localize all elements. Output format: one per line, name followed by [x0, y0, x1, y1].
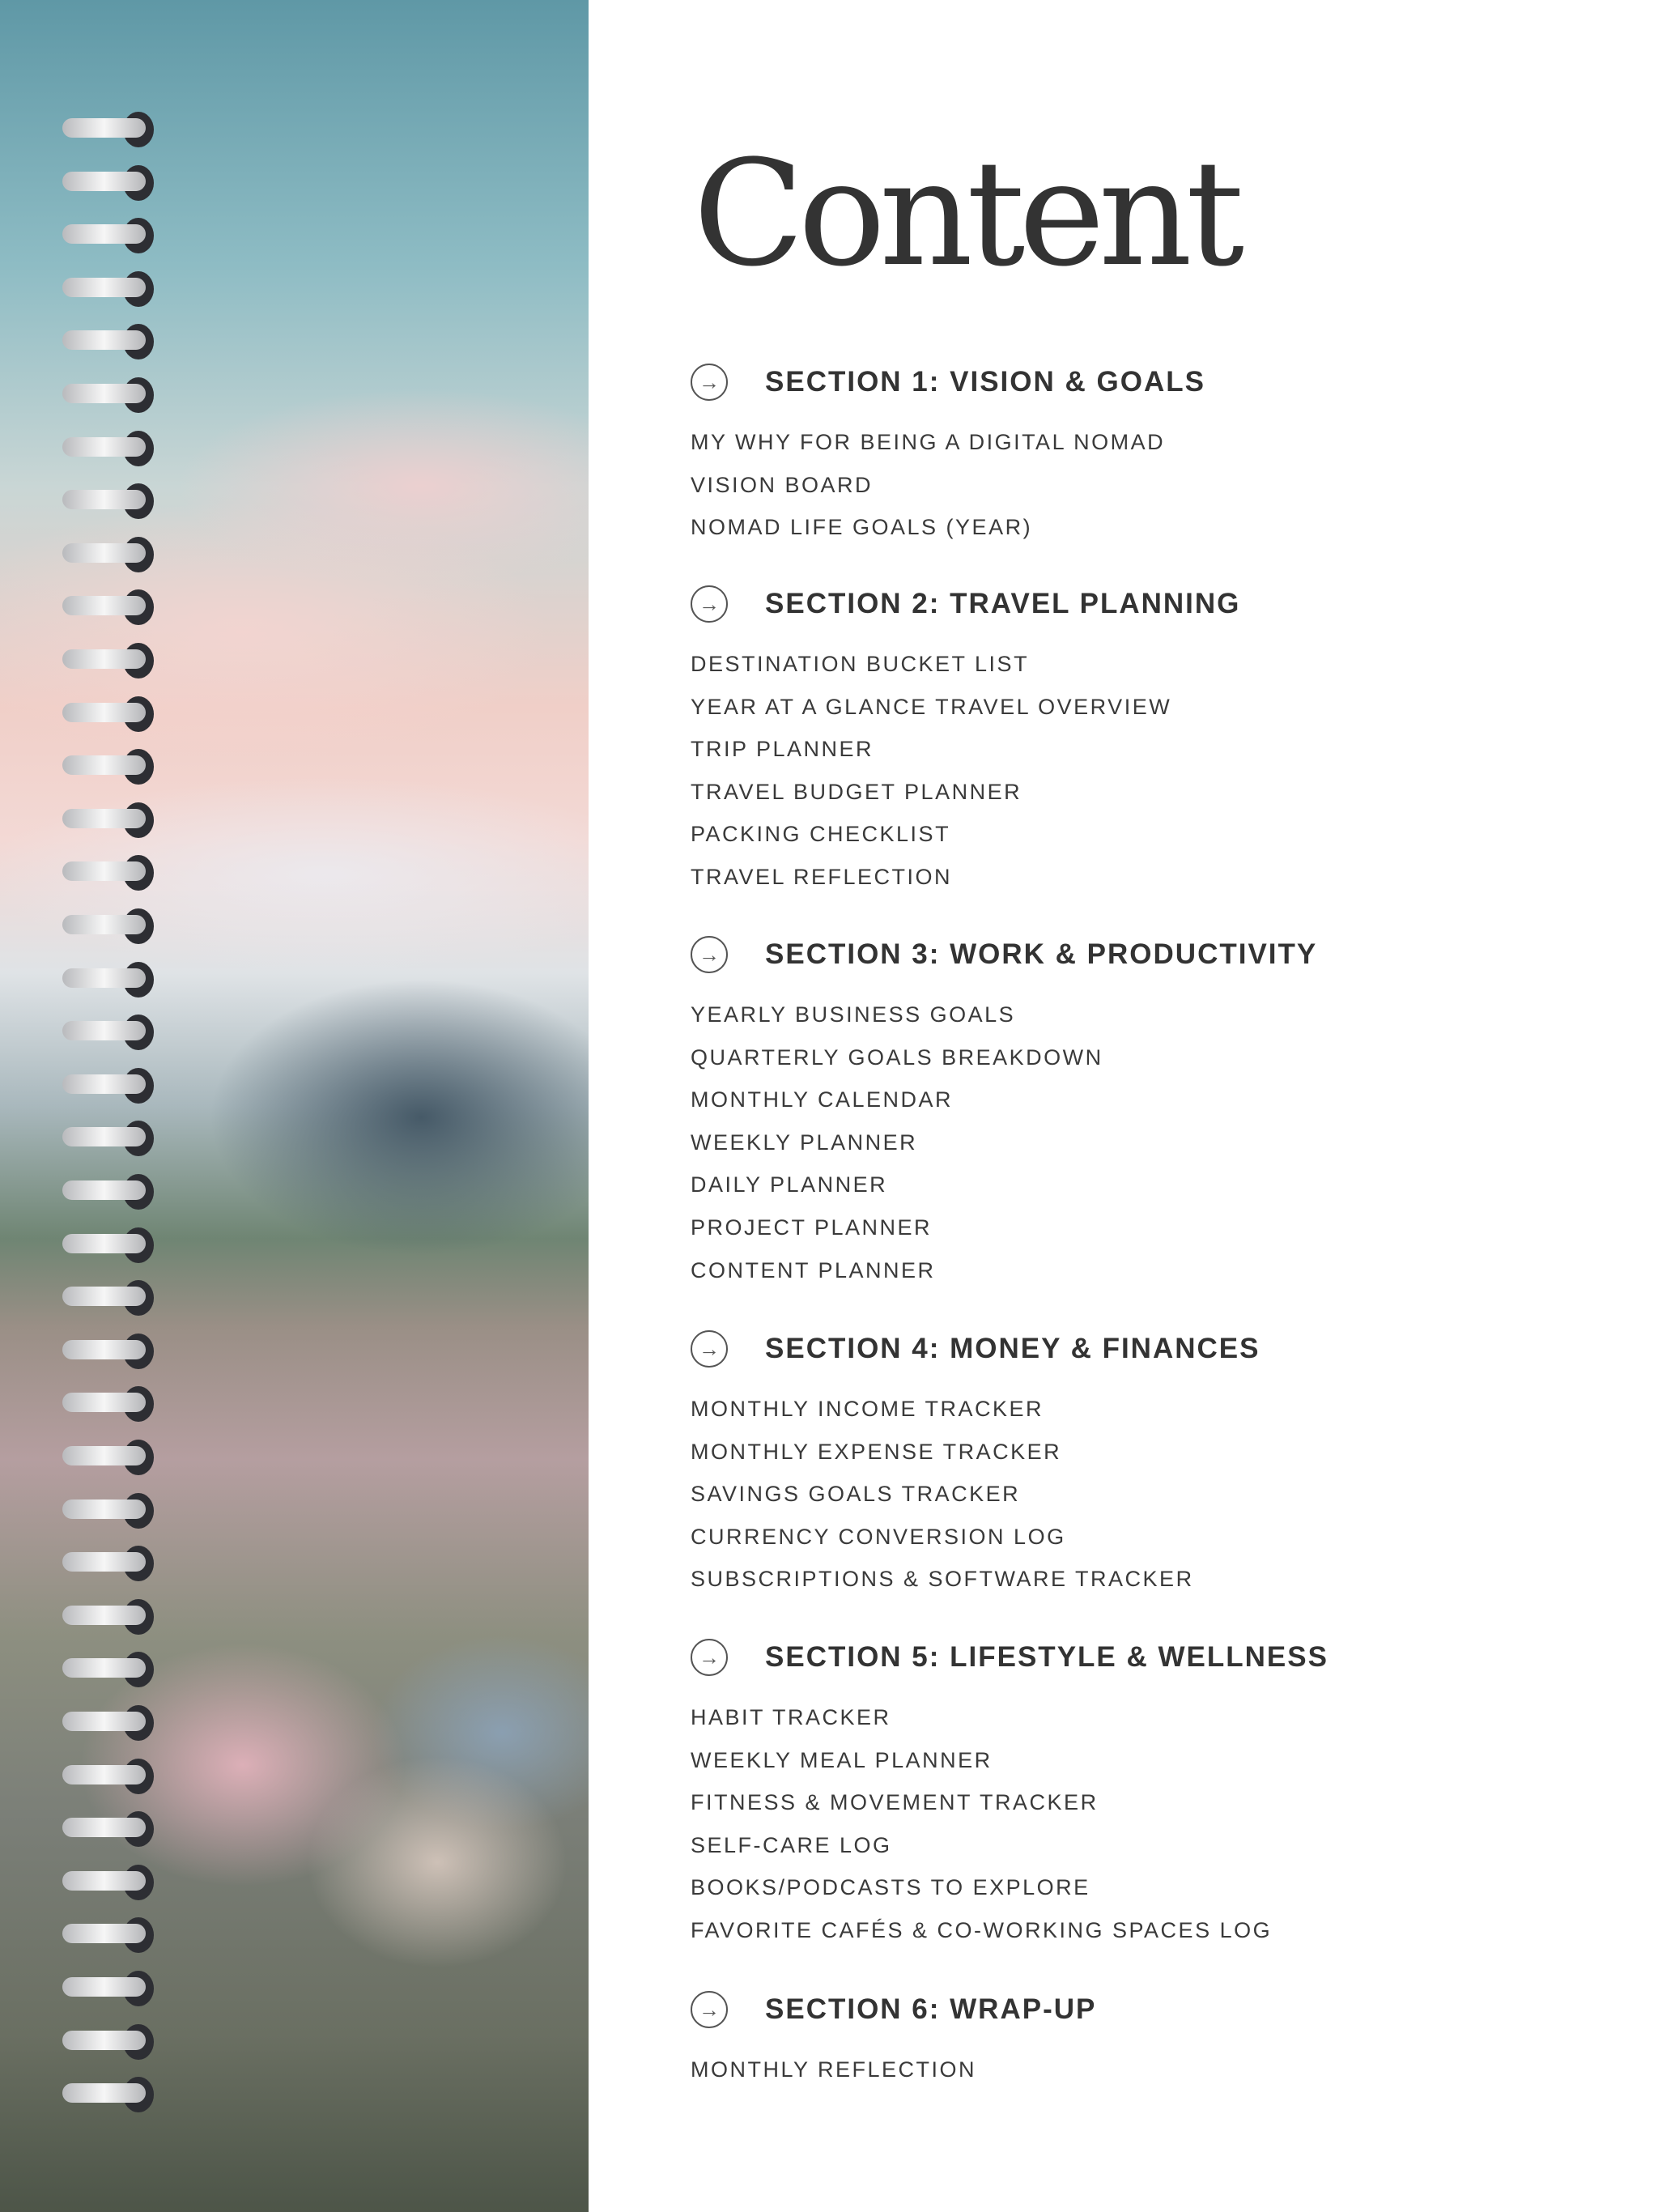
binding-ring [62, 1868, 154, 1900]
section-heading-row[interactable] [691, 361, 1622, 403]
toc-item[interactable]: FITNESS & MOVEMENT TRACKER [691, 1790, 1099, 1815]
binding-ring [62, 221, 154, 253]
section-heading: SECTION 3: WORK & PRODUCTIVITY [765, 938, 1318, 970]
toc-item[interactable]: DAILY PLANNER [691, 1172, 888, 1197]
toc-section [691, 583, 1622, 899]
binding-ring [62, 1921, 154, 1953]
binding-ring [62, 858, 154, 891]
binding-ring [62, 700, 154, 732]
toc-item[interactable]: NOMAD LIFE GOALS (YEAR) [691, 515, 1033, 540]
binding-ring [62, 2027, 154, 2060]
binding-ring [62, 1814, 154, 1847]
binding-ring [62, 434, 154, 466]
toc-section [691, 934, 1622, 1291]
section-heading: SECTION 4: MONEY & FINANCES [765, 1333, 1261, 1364]
section-heading-row[interactable] [691, 583, 1622, 625]
binding-ring [62, 540, 154, 572]
section-heading: SECTION 5: LIFESTYLE & WELLNESS [765, 1641, 1329, 1673]
binding-ring [62, 1337, 154, 1369]
section-heading-row[interactable] [691, 1989, 1622, 2031]
binding-ring [62, 487, 154, 519]
toc-item[interactable]: TRAVEL REFLECTION [691, 864, 953, 889]
binding-ring [62, 1655, 154, 1687]
toc-item[interactable]: CONTENT PLANNER [691, 1257, 936, 1283]
binding-ring [62, 1974, 154, 2006]
binding-ring [62, 2080, 154, 2112]
toc-item[interactable]: SAVINGS GOALS TRACKER [691, 1482, 1021, 1507]
toc-item[interactable]: CURRENCY CONVERSION LOG [691, 1524, 1066, 1549]
toc-item[interactable]: TRIP PLANNER [691, 737, 874, 762]
toc-item[interactable]: YEARLY BUSINESS GOALS [691, 1002, 1016, 1027]
toc-item[interactable]: MONTHLY REFLECTION [691, 2057, 977, 2082]
binding-ring [62, 168, 154, 201]
binding-ring [62, 327, 154, 359]
toc-section [691, 1636, 1622, 1952]
toc-item[interactable]: SUBSCRIPTIONS & SOFTWARE TRACKER [691, 1567, 1194, 1592]
toc-item[interactable]: QUARTERLY GOALS BREAKDOWN [691, 1044, 1103, 1070]
toc-item[interactable]: VISION BOARD [691, 472, 874, 497]
toc-item[interactable]: MONTHLY EXPENSE TRACKER [691, 1439, 1062, 1464]
toc-item[interactable]: WEEKLY PLANNER [691, 1129, 918, 1155]
arrow-right-circle-icon: → [691, 1330, 728, 1368]
page-title: Content [693, 130, 1239, 299]
binding-ring [62, 593, 154, 625]
section-items [691, 1388, 1622, 1601]
section-heading: SECTION 6: WRAP-UP [765, 1993, 1097, 2025]
binding-ring [62, 1549, 154, 1581]
binding-ring [62, 1389, 154, 1422]
binding-ring [62, 1762, 154, 1794]
binding-ring [62, 1018, 154, 1050]
binding-ring [62, 1443, 154, 1475]
binding-ring [62, 115, 154, 147]
toc-item[interactable]: DESTINATION BUCKET LIST [691, 652, 1030, 676]
binding-ring [62, 646, 154, 678]
binding-ring [62, 1283, 154, 1316]
arrow-right-circle-icon: → [691, 1639, 728, 1676]
binding-ring [62, 912, 154, 944]
toc-item[interactable]: TRAVEL BUDGET PLANNER [691, 779, 1022, 804]
binding-ring [62, 1708, 154, 1741]
binding-ring [62, 1071, 154, 1104]
toc-item[interactable]: HABIT TRACKER [691, 1705, 891, 1729]
arrow-right-circle-icon: → [691, 364, 728, 401]
toc-item[interactable]: YEAR AT A GLANCE TRAVEL OVERVIEW [691, 694, 1172, 719]
binding-ring [62, 965, 154, 998]
binding-ring [62, 1602, 154, 1635]
section-heading: SECTION 1: VISION & GOALS [765, 366, 1205, 398]
toc-item[interactable]: WEEKLY MEAL PLANNER [691, 1747, 993, 1772]
binding-ring [62, 1496, 154, 1529]
toc-item[interactable]: FAVORITE CAFÉS & CO-WORKING SPACES LOG [691, 1917, 1273, 1942]
binding-ring [62, 1177, 154, 1210]
section-heading-row[interactable] [691, 1636, 1622, 1678]
section-items [691, 643, 1622, 899]
arrow-right-circle-icon: → [691, 585, 728, 623]
section-heading-row[interactable] [691, 1328, 1622, 1370]
toc-item[interactable]: MY WHY FOR BEING A DIGITAL NOMAD [691, 430, 1166, 454]
section-items [691, 421, 1622, 549]
toc-section [691, 361, 1622, 549]
binding-ring [62, 806, 154, 838]
binding-ring [62, 274, 154, 307]
section-heading-row[interactable] [691, 934, 1622, 976]
toc-item[interactable]: SELF-CARE LOG [691, 1832, 892, 1857]
binding-ring [62, 752, 154, 785]
arrow-right-circle-icon: → [691, 936, 728, 973]
toc-section [691, 1989, 1622, 2091]
section-items [691, 1696, 1622, 1952]
binding-ring [62, 381, 154, 413]
toc-section [691, 1328, 1622, 1601]
toc-item[interactable]: PROJECT PLANNER [691, 1214, 933, 1240]
section-heading: SECTION 2: TRAVEL PLANNING [765, 588, 1241, 619]
toc-item[interactable]: MONTHLY CALENDAR [691, 1087, 954, 1112]
toc-item[interactable]: PACKING CHECKLIST [691, 822, 951, 847]
binding-ring [62, 1124, 154, 1156]
section-items [691, 2048, 1622, 2091]
section-items [691, 993, 1622, 1291]
arrow-right-circle-icon: → [691, 1991, 728, 2028]
toc-item[interactable]: MONTHLY INCOME TRACKER [691, 1397, 1044, 1421]
binding-ring [62, 1231, 154, 1263]
toc-item[interactable]: BOOKS/PODCASTS TO EXPLORE [691, 1875, 1090, 1900]
